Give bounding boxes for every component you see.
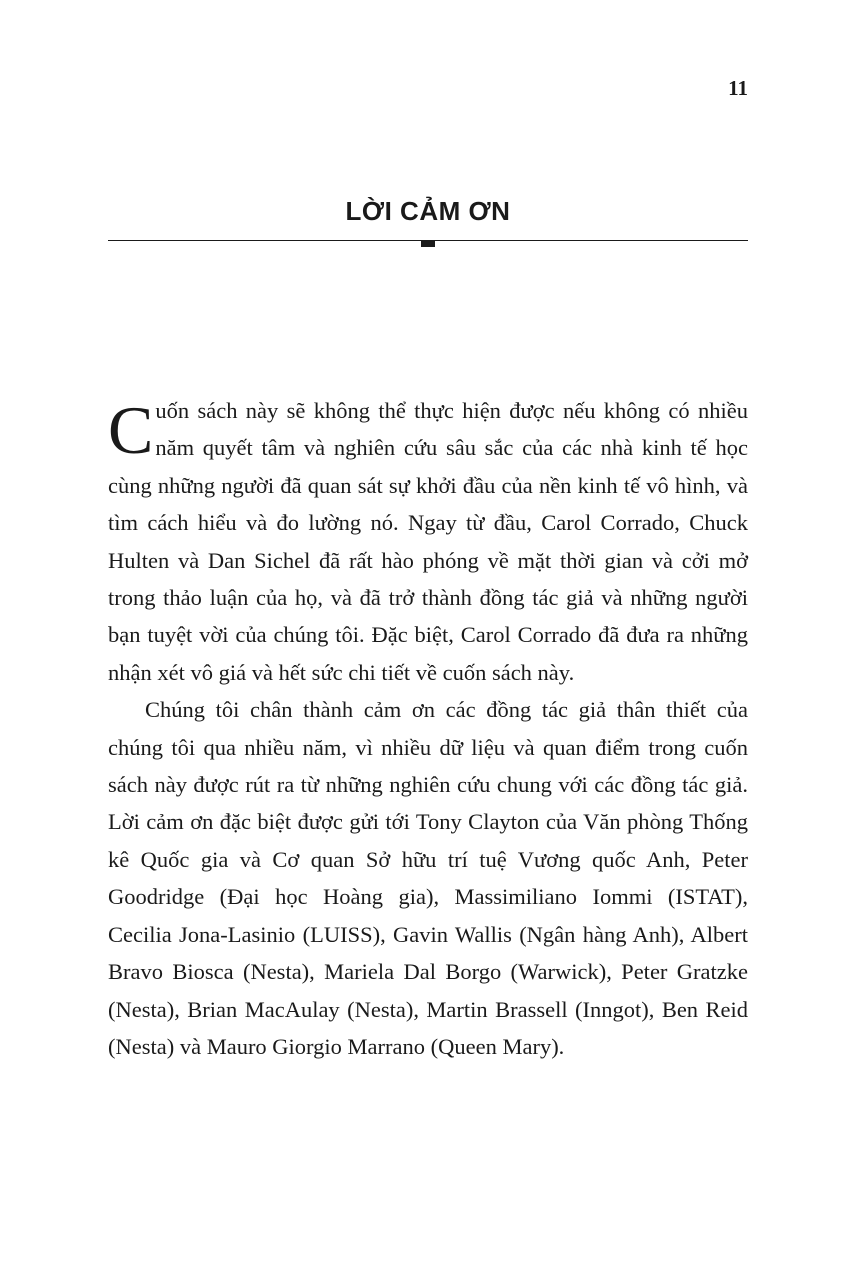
paragraph-1	[108, 392, 748, 691]
body-text	[108, 392, 748, 1065]
divider-center-mark	[421, 240, 435, 247]
page-number: 11	[728, 76, 748, 100]
paragraph-2: Chúng tôi chân thành cảm ơn các đồng tác giả thân thiết của chúng tôi qua nhiều năm, vì nhiều dữ liệu và quan điểm trong cuốn sách này được rút ra từ những nghiên cứu chung với các đồng tác giả. Lời cảm ơn đặc biệt được gửi tới Tony Clayton của Văn phòng Thống kê Quốc gia và Cơ quan Sở hữu trí tuệ Vương quốc Anh, Peter Goodridge (Đại học Hoàng gia), Massimiliano Iommi (ISTAT), Cecilia Jona-Lasinio (LUISS), Gavin Wallis (Ngân hàng Anh), Albert Bravo Biosca (Nesta), Mariela Dal Borgo (Warwick), Peter Gratzke (Nesta), Brian MacAulay (Nesta), Martin Brassell (Inngot), Ben Reid (Nesta) và Mauro Giorgio Marrano (Queen Mary).	[108, 697, 748, 1059]
drop-cap: C	[108, 392, 154, 468]
paragraph-1-text: uốn sách này sẽ không thể thực hiện được nếu không có nhiều năm quyết tâm và nghiên cứu sâu sắc của các nhà kinh tế học cùng những người đã quan sát sự khởi đầu của nền kinh tế vô hình, và tìm cách hiểu và đo lường nó. Ngay từ đầu, Carol Corrado, Chuck Hulten và Dan Sichel đã rất hào phóng về mặt thời gian và cởi mở trong thảo luận của họ, và đã trở thành đồng tác giả và những người bạn tuyệt vời của chúng tôi. Đặc biệt, Carol Corrado đã đưa ra những nhận xét vô giá và hết sức chi tiết về cuốn sách này.	[108, 398, 748, 685]
chapter-heading: LỜI CẢM ƠN	[345, 196, 511, 226]
